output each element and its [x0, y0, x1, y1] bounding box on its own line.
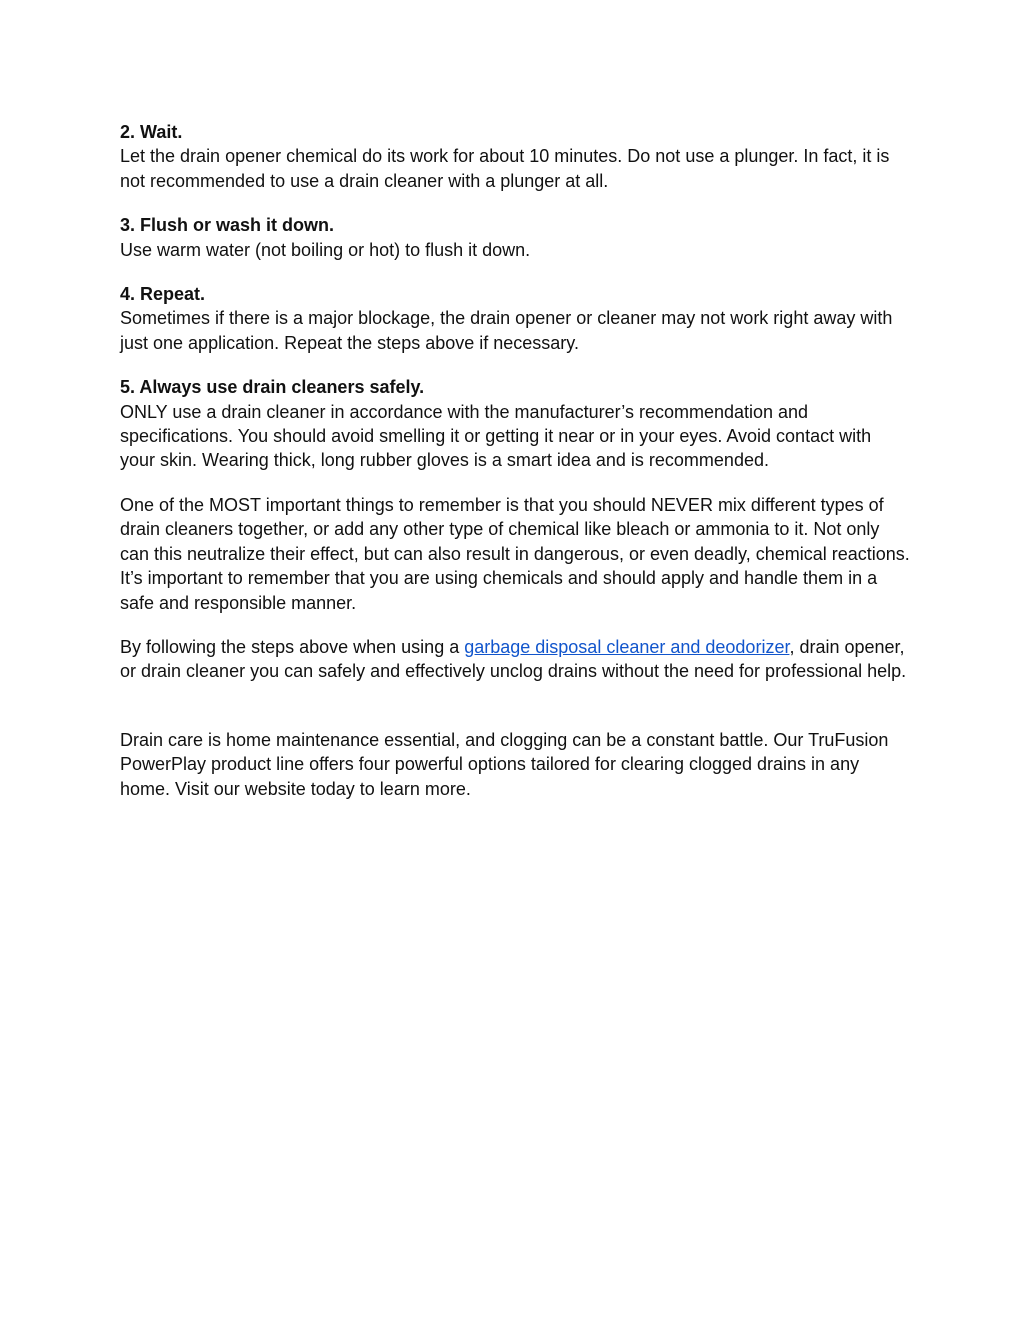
- closing-text-after-link: , drain opener, or drain cleaner you can safely and effectively unclog drains without the need for professional help.: [120, 636, 907, 682]
- step-text: Sometimes if there is a major blockage, the drain opener or cleaner may not work right away with just one application. Repeat the steps above if necessary.: [120, 308, 893, 353]
- step-text: Let the drain opener chemical do its work for about 10 minutes. Do not use a plunger. In fact, it is not recommended to use a drain cleaner with a plunger at all.: [120, 146, 890, 191]
- step-heading: 5. Always use drain cleaners safely.: [120, 377, 425, 398]
- garbage-disposal-cleaner-link[interactable]: garbage disposal cleaner and deodorizer: [464, 636, 790, 657]
- closing-paragraph: [120, 635, 910, 684]
- step-text: Use warm water (not boiling or hot) to flush it down.: [120, 239, 531, 260]
- step-wait: [120, 120, 910, 193]
- promo-paragraph: Drain care is home maintenance essential, and clogging can be a constant battle. Our TruFusion PowerPlay product line offers four powerful options tailored for clearing clogged drains in any home. Visit our website today to learn more.: [120, 729, 889, 799]
- step-heading: 4. Repeat.: [120, 284, 206, 305]
- document-body: [120, 120, 910, 821]
- step-safety: [120, 375, 910, 473]
- step-repeat: [120, 282, 910, 355]
- closing-text-before-link: By following the steps above when using a: [120, 636, 465, 657]
- step-heading: 3. Flush or wash it down.: [120, 215, 335, 236]
- step-heading: 2. Wait.: [120, 122, 183, 142]
- step-flush: [120, 213, 910, 262]
- step-text: ONLY use a drain cleaner in accordance with the manufacturer’s recommendation and specifications. You should avoid smelling it or getting it near or in your eyes. Avoid contact with your skin. Wearing thick, long rubber gloves is a smart idea and is recommended.: [120, 401, 872, 471]
- warning-paragraph: One of the MOST important things to remember is that you should NEVER mix different types of drain cleaners together, or add any other type of chemical like bleach or ammonia to it. Not only can this neutralize their effect, but can also result in dangerous, or even deadly, chemical reactions. It’s important to remember that you are using chemicals and should apply and handle them in a safe and responsible manner.: [120, 494, 910, 613]
